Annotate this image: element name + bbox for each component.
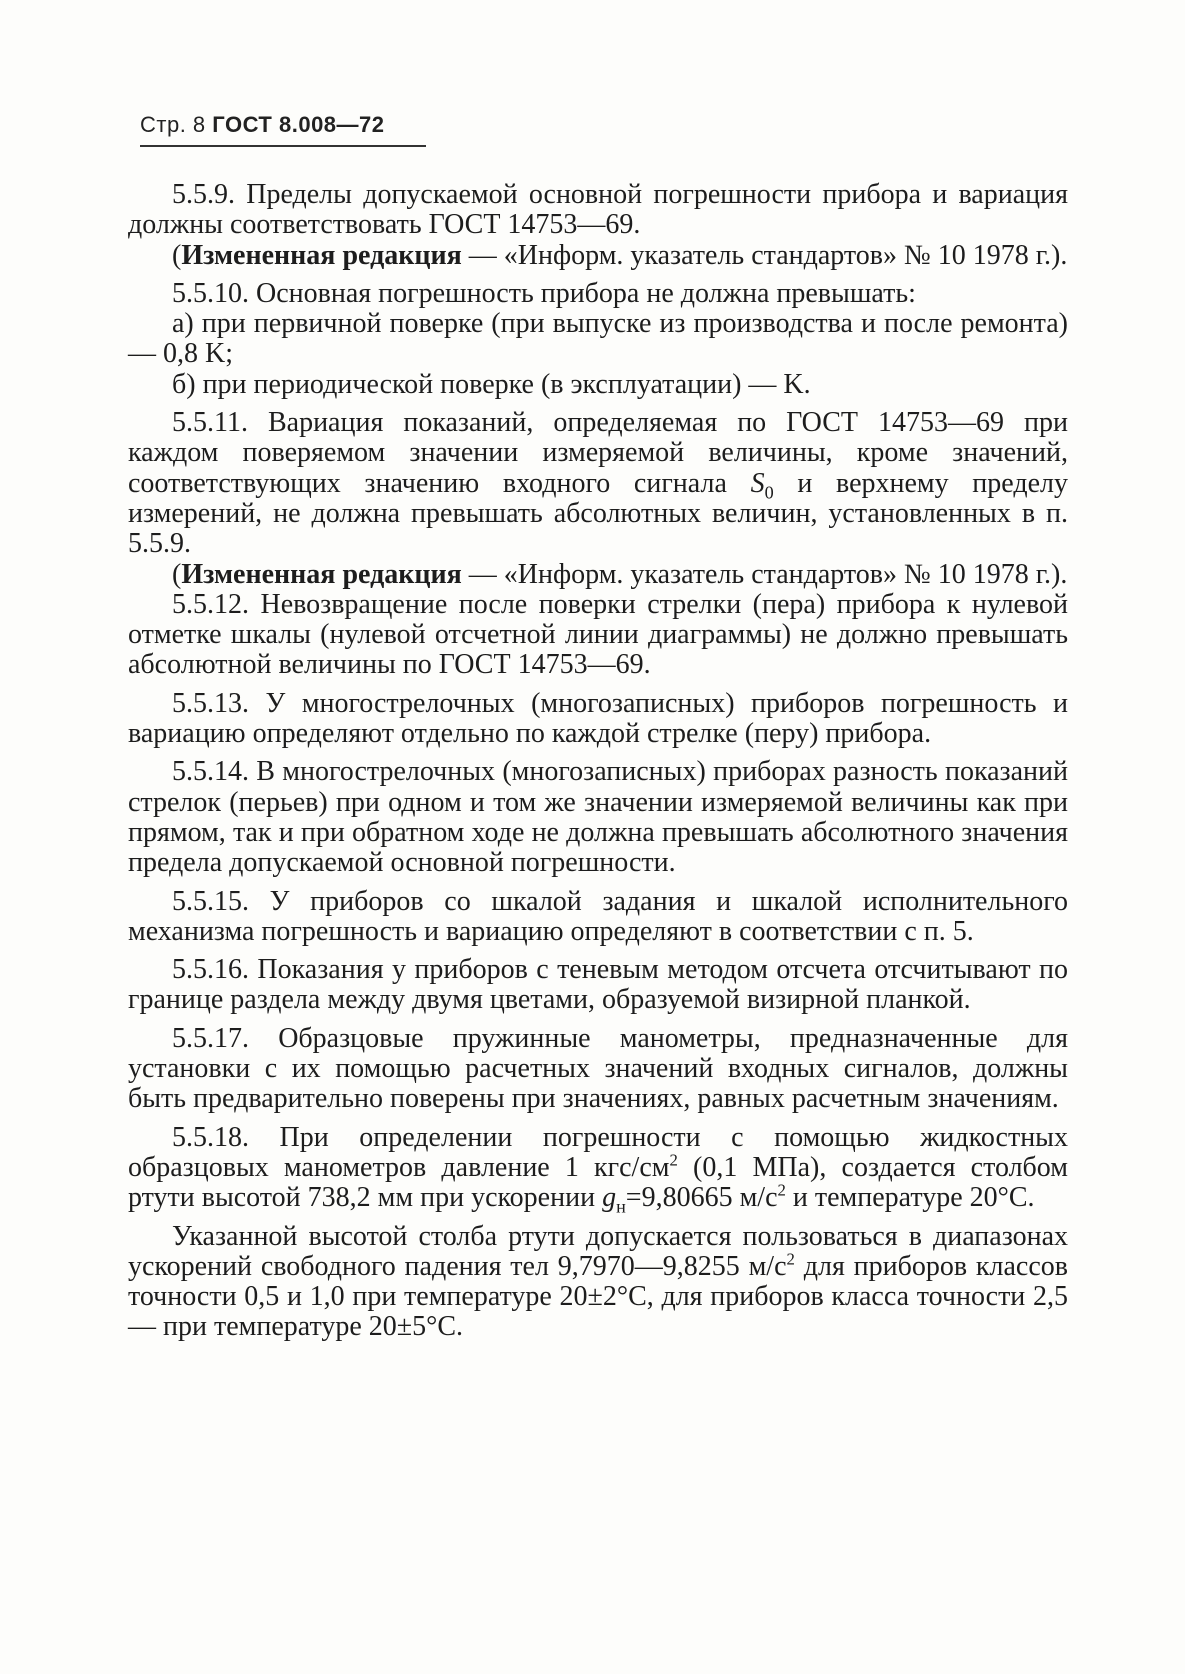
p5518-text-b: (0,1 МПа), создается столбом ртути высотой 738,2 мм при ускорении xyxy=(128,1151,1068,1214)
paragraph-5-5-14: 5.5.14. В многострелочных (многозаписных) приборах разность показаний стрелок (перьев) при одном и том же значении измеряемой величины как при прямом, так и при обратном ходе не должна превышать абсолютного значения предела допускаемой основной погрешности. xyxy=(128,756,1068,879)
paragraph-5-5-10: 5.5.10. Основная погрешность прибора не должна превышать: xyxy=(172,277,916,309)
paragraph-mercury-column xyxy=(128,1222,1068,1343)
amendment-note-1: (Измененная редакция — «Информ. указатель стандартов» № 10 1978 г.). xyxy=(172,239,1068,271)
page-label: Стр. 8 xyxy=(140,112,206,137)
subscript-n: н xyxy=(616,1196,626,1217)
document-body xyxy=(128,180,1068,1343)
superscript-2: 2 xyxy=(777,1180,786,1200)
paragraph-5-5-10-b: б) при периодической поверке (в эксплуатации) — K. xyxy=(172,368,811,400)
standard-code: ГОСТ 8.008—72 xyxy=(212,112,385,137)
paragraph-5-5-17: 5.5.17. Образцовые пружинные манометры, предназначенные для установки с их помощью расчетных значений входных сигналов, должны быть предварительно поверены при значениях, равных расчетным значениям. xyxy=(128,1022,1068,1115)
superscript-2: 2 xyxy=(669,1150,678,1170)
paragraph-5-5-11 xyxy=(128,408,1068,559)
plast-text-b: для приборов классов точности 0,5 и 1,0 при температуре 20±2°С, для приборов класса точности 2,5 — при температуре 20±5°С. xyxy=(128,1250,1068,1343)
amendment-label: Измененная редакция xyxy=(181,239,462,271)
p5511-text-a: 5.5.11. Вариация показаний, определяемая по ГОСТ 14753—69 при каждом поверяемом значении измеряемой величины, кроме значений, соответствующих значению входного сигнала xyxy=(128,407,1068,499)
paragraph-5-5-16: 5.5.16. Показания у приборов с теневым методом отсчета отсчитывают по границе раздела между двумя цветами, образуемой визирной планкой. xyxy=(128,954,1068,1016)
p5518-text-c: =9,80665 м/с xyxy=(625,1182,778,1214)
amendment-note-2: (Измененная редакция — «Информ. указатель стандартов» № 10 1978 г.). xyxy=(172,558,1068,590)
variable-s: S xyxy=(750,467,765,499)
paragraph-5-5-13: 5.5.13. У многострелочных (многозаписных) приборов погрешность и вариацию определяют отдельно по каждой стрелке (перу) прибора. xyxy=(128,687,1068,750)
plast-text-a: Указанной высотой столба ртути допускается пользоваться в диапазонах ускорений свободного падения тел 9,7970—9,8255 м/с xyxy=(128,1220,1068,1282)
p5518-text-a: 5.5.18. При определении погрешности с помощью жидкостных образцовых манометров давление 1 кгс/см xyxy=(128,1121,1068,1183)
variable-g: g xyxy=(602,1182,617,1214)
paragraph-5-5-12: 5.5.12. Невозвращение после поверки стрелки (пера) прибора к нулевой отметке шкалы (нулевой отсчетной линии диаграммы) не должно превышать абсолютной величины по ГОСТ 14753—69. xyxy=(128,588,1068,681)
amendment-text: — «Информ. указатель стандартов» № 10 1978 г.). xyxy=(461,239,1068,271)
paragraph-5-5-15: 5.5.15. У приборов со шкалой задания и шкалой исполнительного механизма погрешность и вариацию определяют в соответствии с п. 5. xyxy=(128,885,1068,947)
amendment-label: Измененная редакция xyxy=(181,558,462,590)
superscript-2: 2 xyxy=(786,1249,795,1269)
running-header xyxy=(140,112,385,138)
subscript-zero: 0 xyxy=(764,482,774,503)
paragraph-5-5-10-a: а) при первичной поверке (при выпуске из производства и после ремонта) — 0,8 K; xyxy=(128,308,1068,370)
p5518-text-d: и температуре 20°С. xyxy=(785,1182,1035,1214)
paragraph-5-5-18 xyxy=(128,1121,1068,1217)
amendment-text: — «Информ. указатель стандартов» № 10 1978 г.). xyxy=(461,558,1068,590)
p5511-text-b: и верхнему пределу измерений, не должна превышать абсолютных величин, установленных в п. 5.5.9. xyxy=(128,467,1068,560)
paragraph-5-5-9: 5.5.9. Пределы допускаемой основной погрешности прибора и вариация должны соответствовать ГОСТ 14753—69. xyxy=(128,179,1068,241)
header-rule xyxy=(140,145,426,147)
